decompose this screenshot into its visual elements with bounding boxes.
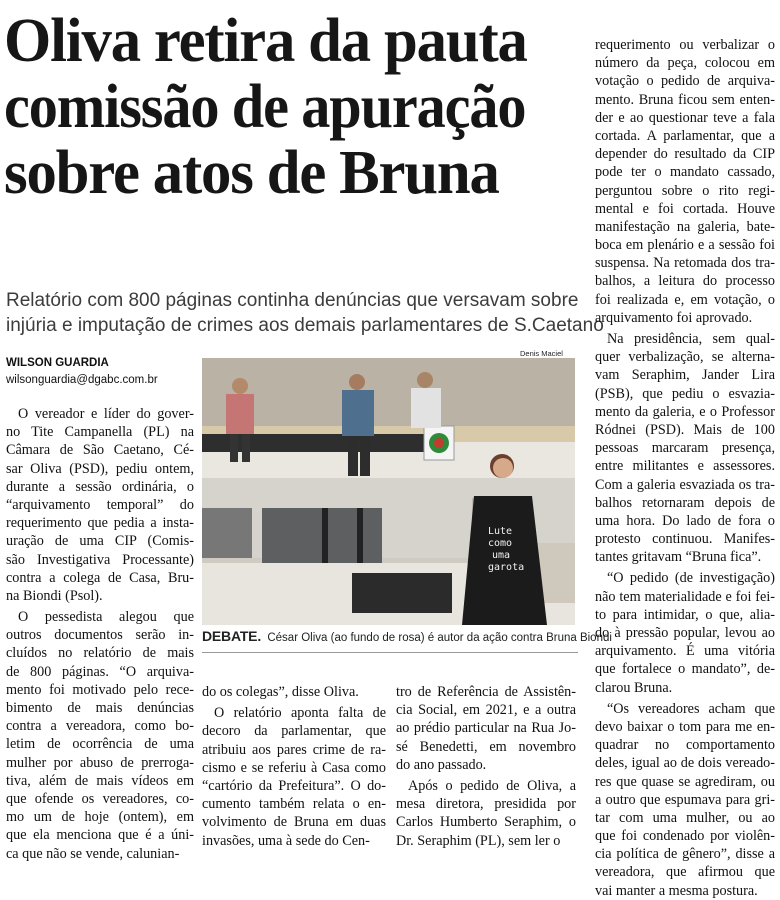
- text-line: que ofende os vereadores, co-: [6, 790, 194, 807]
- text-line: bimento de mais denúncias: [6, 700, 194, 716]
- text-line: tiva, além de mais vídeos em: [6, 772, 194, 789]
- text-line: entre militantes e assessores.: [595, 458, 775, 475]
- text-line: cluídos no relatório de mais: [6, 645, 194, 662]
- text-line: Dr. Seraphim (PL), sem ler o: [396, 832, 561, 849]
- text-line: pode ter o mandato cassado,: [595, 164, 775, 181]
- subheadline: [6, 288, 604, 338]
- text-line: deles, igual ao de dois vereado-: [595, 755, 775, 772]
- text-line: que fortalece o mandato”, de-: [595, 661, 775, 678]
- caption-kicker: DEBATE.: [202, 628, 262, 644]
- text-line: não tem materialidade e foi fei-: [595, 588, 775, 605]
- article-column-1: [6, 405, 194, 863]
- caption-text: César Oliva (ao fundo de rosa) é autor da ação contra Bruna Biondi: [267, 632, 612, 644]
- text-line: vam Seraphim, Jander Lira: [595, 367, 775, 384]
- photo-credit: Denis Maciel: [520, 349, 563, 358]
- text-line: uração de uma CIP (Comis-: [6, 533, 194, 550]
- headline-line: sobre atos de Bruna: [4, 139, 499, 207]
- text-line: cia Social, em 2021, e a outra: [396, 702, 576, 719]
- article-column-3: [396, 683, 576, 850]
- text-line: no Tite Campanella (PL) na: [6, 424, 194, 441]
- text-line: boca em plenário e a sessão foi: [595, 237, 775, 254]
- text-line: volvimento de Bruna em duas: [202, 814, 386, 831]
- text-line: do os colegas”, disse Oliva.: [202, 684, 359, 700]
- text-line: invasões, uma à sede do Cen-: [202, 832, 370, 849]
- text-line: balhos, a leitura do processo: [595, 273, 775, 290]
- text-line: Câmara de São Caetano, Cé-: [6, 442, 194, 459]
- headline-line: comissão de apuração: [4, 73, 526, 141]
- text-line: sé Benedetti, em novembro: [396, 738, 576, 755]
- text-line: mento da galeria, e o Professor: [595, 403, 775, 420]
- text-line: outros documentos serão in-: [6, 627, 194, 644]
- text-line: “O pedido (de investigação): [607, 570, 775, 587]
- text-line: devo baixar o tom para me en-: [595, 718, 775, 735]
- byline-email: wilsonguardia@dgabc.com.br: [6, 374, 158, 386]
- text-line: quadrar no comportamento: [595, 737, 775, 754]
- text-line: durante a sessão ordinária, o: [6, 478, 194, 495]
- text-line: (PSB), que pediu o esvazia-: [595, 385, 775, 402]
- text-line: vereadora, que afirmou que: [595, 864, 775, 881]
- text-line: do ano passado.: [396, 756, 487, 773]
- text-line: ca que não se vende, calunian-: [6, 845, 180, 862]
- text-line: manifestação na galeria, bate-: [595, 218, 775, 235]
- text-line: res que quase se agrediram, ou: [595, 773, 775, 790]
- text-line: perguntou sobre o rito regi-: [595, 182, 775, 199]
- caption-rule: [202, 652, 578, 653]
- headline: [4, 8, 584, 206]
- text-line: mento foi motivado pelo rece-: [6, 681, 194, 698]
- text-line: número da peça, colocou em: [595, 55, 775, 72]
- text-line: mento. Bruna ficou sem enten-: [595, 91, 775, 108]
- text-line: vai manter a mesma postura.: [595, 882, 758, 899]
- shirt-text: uma: [492, 550, 511, 561]
- text-line: que ela menciona que é a úni-: [6, 827, 194, 844]
- text-line: depender do resultado da CIP: [595, 146, 775, 163]
- subhead-line: injúria e imputação de crimes aos demais parlamentares de S.Caetano: [6, 315, 604, 336]
- text-line: que foi condenado por violên-: [595, 828, 775, 845]
- article-photo: [202, 358, 575, 625]
- article-column-4: [595, 36, 775, 900]
- text-line: balhos retornaram depois de: [595, 494, 775, 511]
- text-line: de 800 páginas. “O arquiva-: [6, 663, 194, 680]
- text-line: “arquivamento temporal” do: [6, 496, 194, 513]
- text-line: Ródnei (PSD). Mais de 100: [595, 421, 775, 438]
- text-line: foi realizada e, em votação, o: [595, 291, 775, 308]
- text-line: a outro que espumava para gri-: [595, 791, 775, 808]
- text-line: votação o pedido de arquiva-: [595, 73, 775, 90]
- text-line: requerimento que pedia a insta-: [6, 515, 194, 532]
- text-line: ao prédio particular na Rua Jo-: [396, 720, 576, 737]
- headline-line: Oliva retira da pauta: [4, 7, 527, 75]
- text-line: requerimento ou verbalizar o: [595, 37, 775, 53]
- text-line: O vereador e líder do gover-: [18, 406, 194, 422]
- text-line: atribuiu aos pares crime de ra-: [202, 741, 386, 758]
- text-line: do à pressão popular, levou ao: [595, 625, 775, 641]
- shirt-text: Lute: [488, 526, 513, 537]
- text-line: “Os vereadores acham que: [607, 700, 775, 717]
- photo-caption: [202, 628, 612, 644]
- council-session-illustration: [202, 358, 575, 625]
- text-line: clarou Bruna.: [595, 679, 673, 696]
- text-line: arquivamento. É uma vitória: [595, 643, 775, 660]
- shirt-text: como: [488, 538, 513, 549]
- text-line: O pessedista alegou que: [18, 609, 194, 626]
- text-line: contra a colega de Casa, Bru-: [6, 569, 194, 586]
- text-line: quer verbalização, se alterna-: [595, 349, 775, 366]
- text-line: cismo e se referiu à Casa como: [202, 759, 386, 776]
- text-line: Após o pedido de Oliva, a: [408, 777, 576, 794]
- article-column-2: [202, 683, 386, 850]
- subhead-line: Relatório com 800 páginas continha denúncias que versavam sobre: [6, 290, 579, 311]
- text-line: contra a vereadora, como bo-: [6, 718, 194, 735]
- text-line: decoro da parlamentar, que: [202, 723, 386, 740]
- text-line: mental e foi cortada. Houve: [595, 200, 775, 217]
- text-line: O relatório aponta falta de: [214, 705, 386, 722]
- text-line: cumento também relata o en-: [202, 796, 386, 813]
- text-line: “cartório da Prefeitura”. O do-: [202, 777, 386, 794]
- text-line: Na presidência, sem qual-: [607, 331, 775, 347]
- text-line: uma hora. Do lado de fora o: [595, 512, 775, 529]
- text-line: protesto continuou. Manifes-: [595, 531, 775, 548]
- text-line: tro de Referência de Assistên-: [396, 684, 576, 700]
- text-line: to para intimidar, o que, alia-: [595, 606, 775, 623]
- text-line: são Investigativa Processante): [6, 551, 194, 568]
- text-line: Carlos Humberto Seraphim, o: [396, 814, 576, 831]
- text-line: cia política de gênero”, disse a: [595, 846, 775, 863]
- text-line: mo um de hoje (ontem), em: [6, 809, 194, 826]
- text-line: suspensa. Na retomada dos tra-: [595, 255, 775, 272]
- text-line: mesa diretora, presidida por: [396, 796, 576, 813]
- text-line: tantes gritavam “Bruna fica”.: [595, 549, 762, 566]
- text-line: na Biondi (Psol).: [6, 587, 103, 604]
- text-line: mulher por abuso de prerroga-: [6, 754, 194, 771]
- text-line: pessoas marcaram presença,: [595, 440, 775, 457]
- text-line: arquivamento foi aprovado.: [595, 309, 753, 326]
- text-line: sar Oliva (PSD), pediu ontem,: [6, 460, 194, 477]
- text-line: Com a galeria esvaziada os tra-: [595, 476, 775, 493]
- shirt-text: garota: [488, 562, 525, 573]
- text-line: der e ao questionar teve a fala: [595, 109, 775, 126]
- text-line: letim de ocorrência de uma: [6, 736, 194, 753]
- text-line: cortada. A parlamentar, que a: [595, 127, 775, 144]
- byline-author: WILSON GUARDIA: [6, 357, 109, 369]
- text-line: tar com uma mulher, ou ao: [595, 809, 775, 826]
